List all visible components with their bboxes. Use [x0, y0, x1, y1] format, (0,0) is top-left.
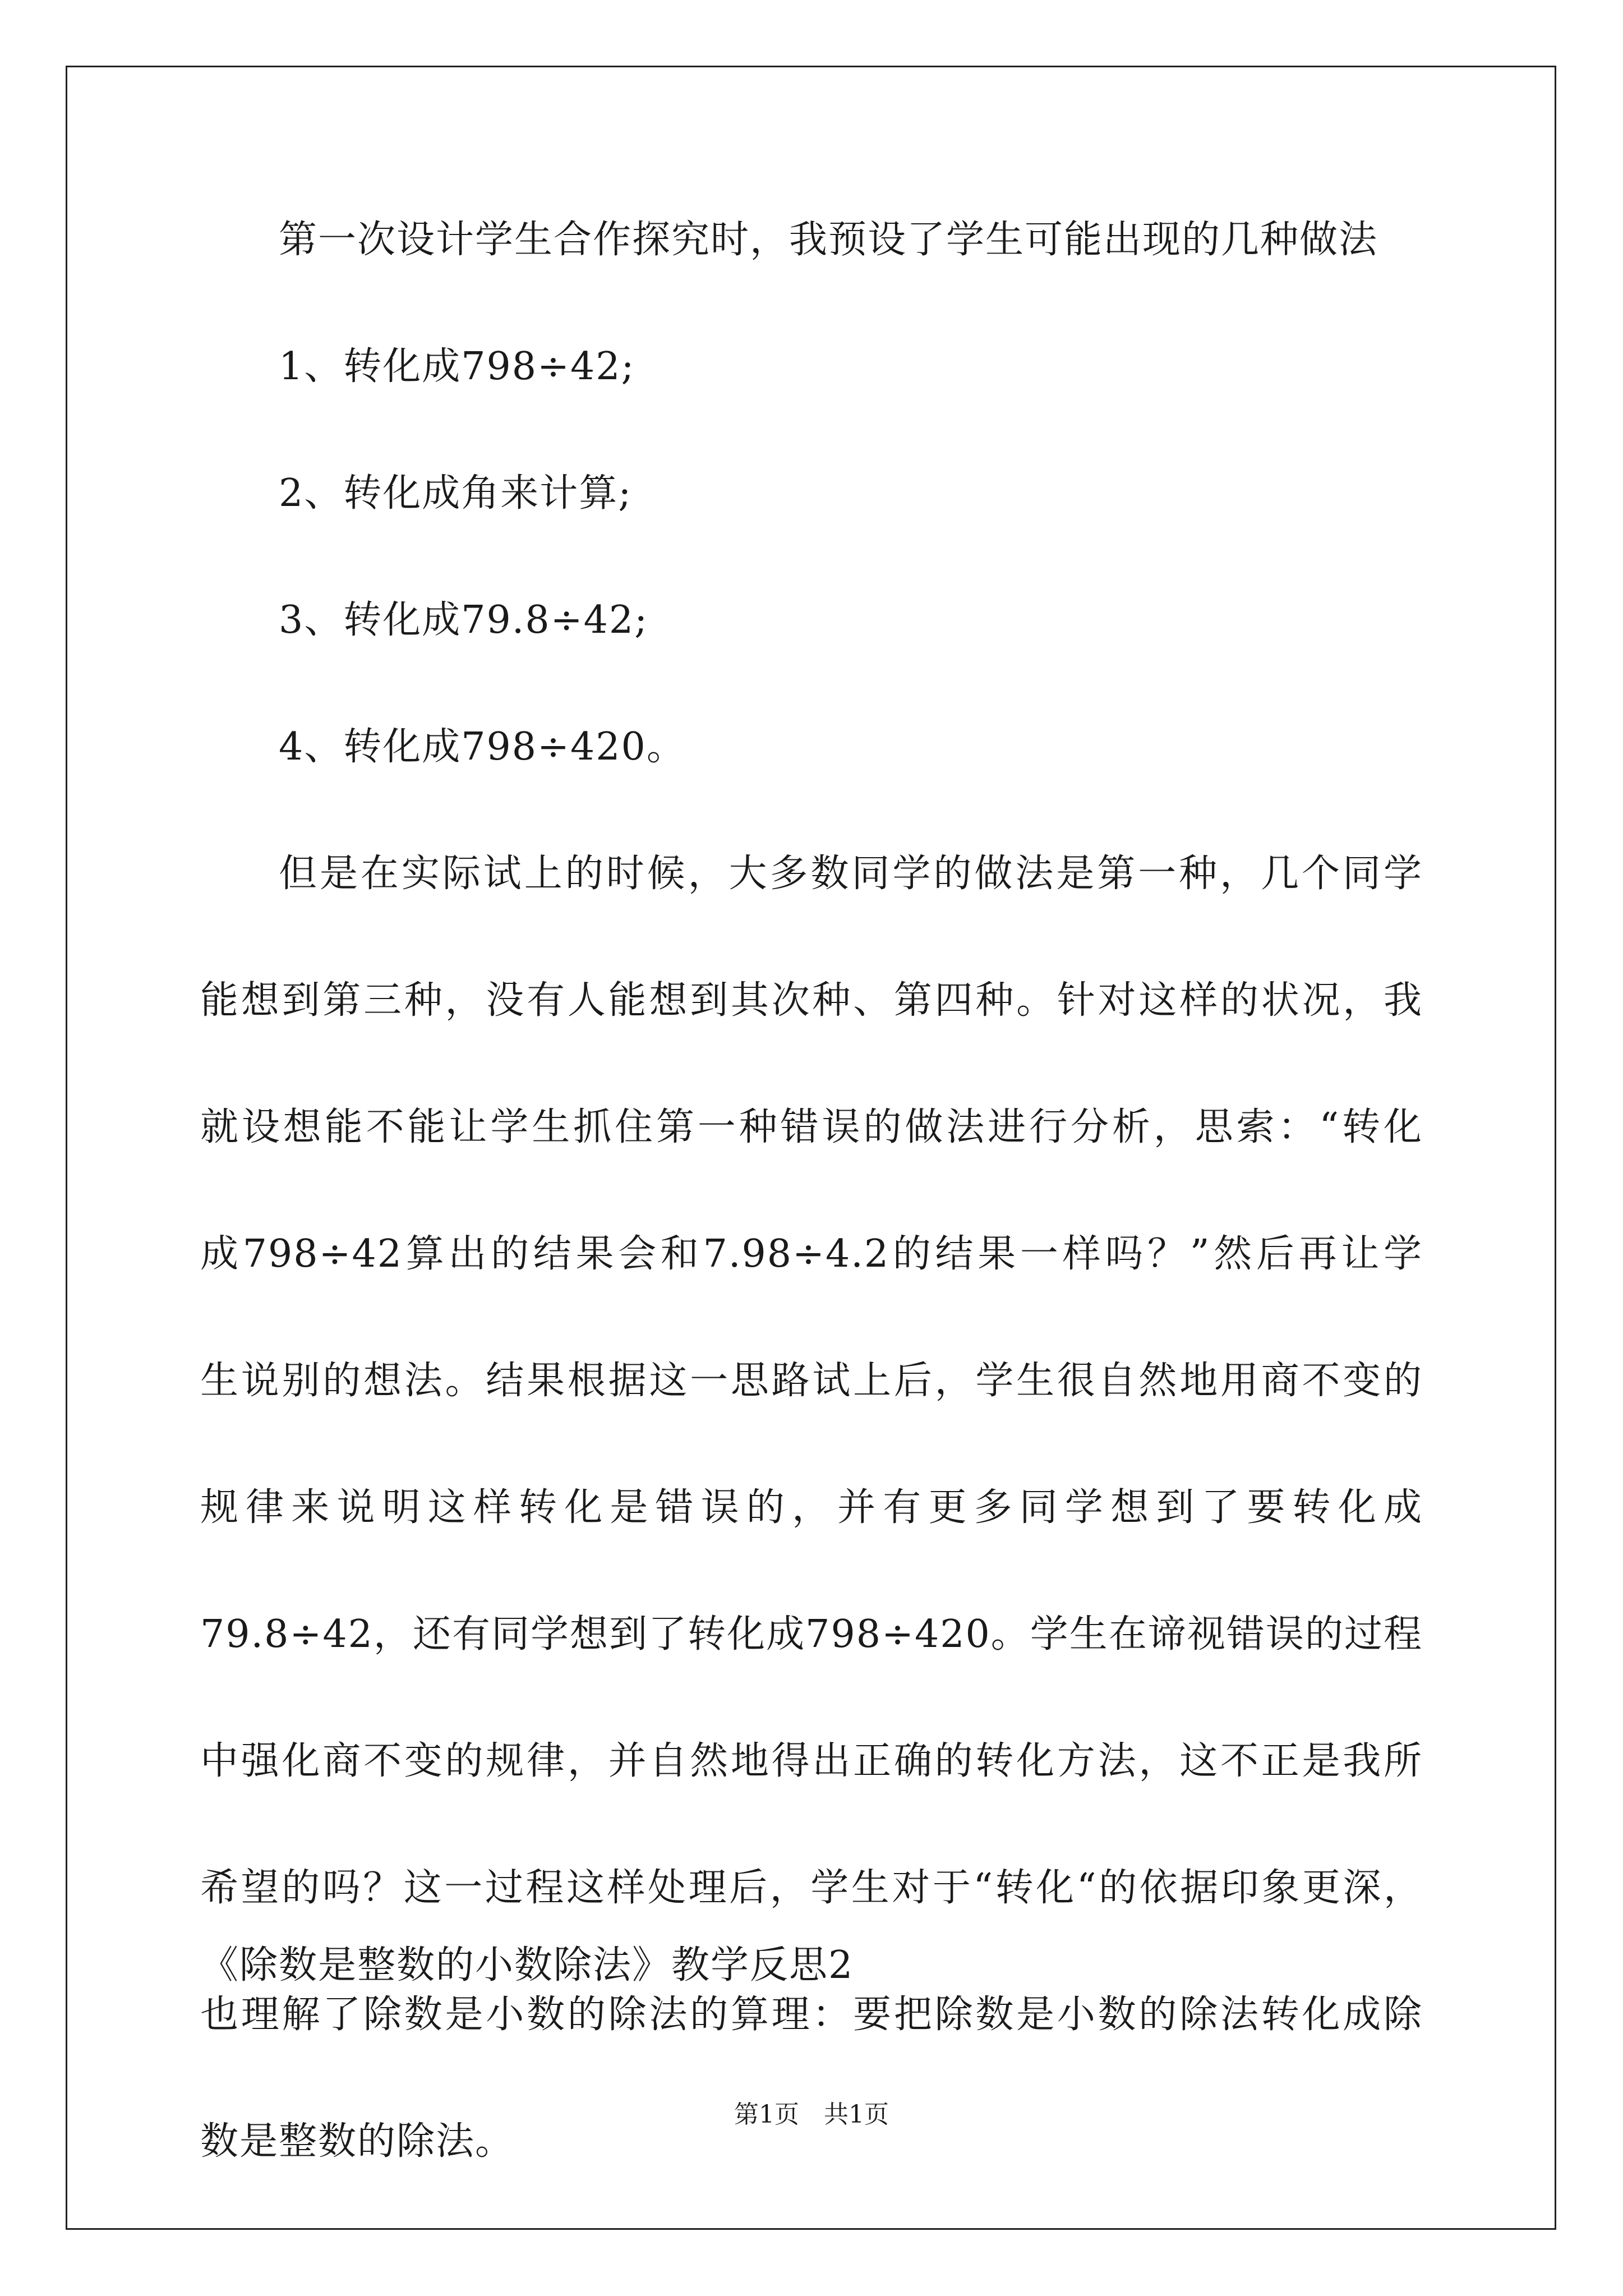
paragraph-line-last: 数是整数的除法。 [200, 2119, 515, 2164]
paragraph-line: 希望的吗？这一过程这样处理后，学生对于“转化“的依据印象更深， [200, 1866, 1423, 1910]
paragraph-line: 能想到第三种，没有人能想到其次种、第四种。针对这样的状况，我 [200, 978, 1423, 1023]
list-item-4: 4、转化成798÷420。 [279, 725, 686, 769]
section-heading: 《除数是整数的小数除法》教学反思2 [200, 1943, 854, 1987]
paragraph-line: 就设想能不能让学生抓住第一种错误的做法进行分析，思索：“转化 [200, 1105, 1423, 1149]
paragraph-intro: 第一次设计学生合作探究时，我预设了学生可能出现的几种做法 [279, 218, 1378, 262]
list-item-1: 1、转化成798÷42; [279, 344, 635, 389]
paragraph-line: 也理解了除数是小数的除法的算理：要把除数是小数的除法转化成除 [200, 1993, 1423, 2037]
paragraph-line: 但是在实际试上的时候，大多数同学的做法是第一种，几个同学 [279, 852, 1423, 896]
list-item-2: 2、转化成角来计算; [279, 471, 633, 516]
paragraph-line: 生说别的想法。结果根据这一思路试上后，学生很自然地用商不变的 [200, 1359, 1423, 1403]
paragraph-line: 中强化商不变的规律，并自然地得出正确的转化方法，这不正是我所 [200, 1739, 1423, 1783]
paragraph-line: 79.8÷42，还有同学想到了转化成798÷420。学生在谛视错误的过程 [200, 1612, 1423, 1657]
paragraph-line: 规律来说明这样转化是错误的，并有更多同学想到了要转化成 [200, 1485, 1423, 1530]
list-item-3: 3、转化成79.8÷42; [279, 598, 649, 642]
paragraph-line: 成798÷42算出的结果会和7.98÷4.2的结果一样吗？”然后再让学 [200, 1232, 1423, 1276]
page-footer: 第1页 共1页 [734, 2100, 889, 2129]
